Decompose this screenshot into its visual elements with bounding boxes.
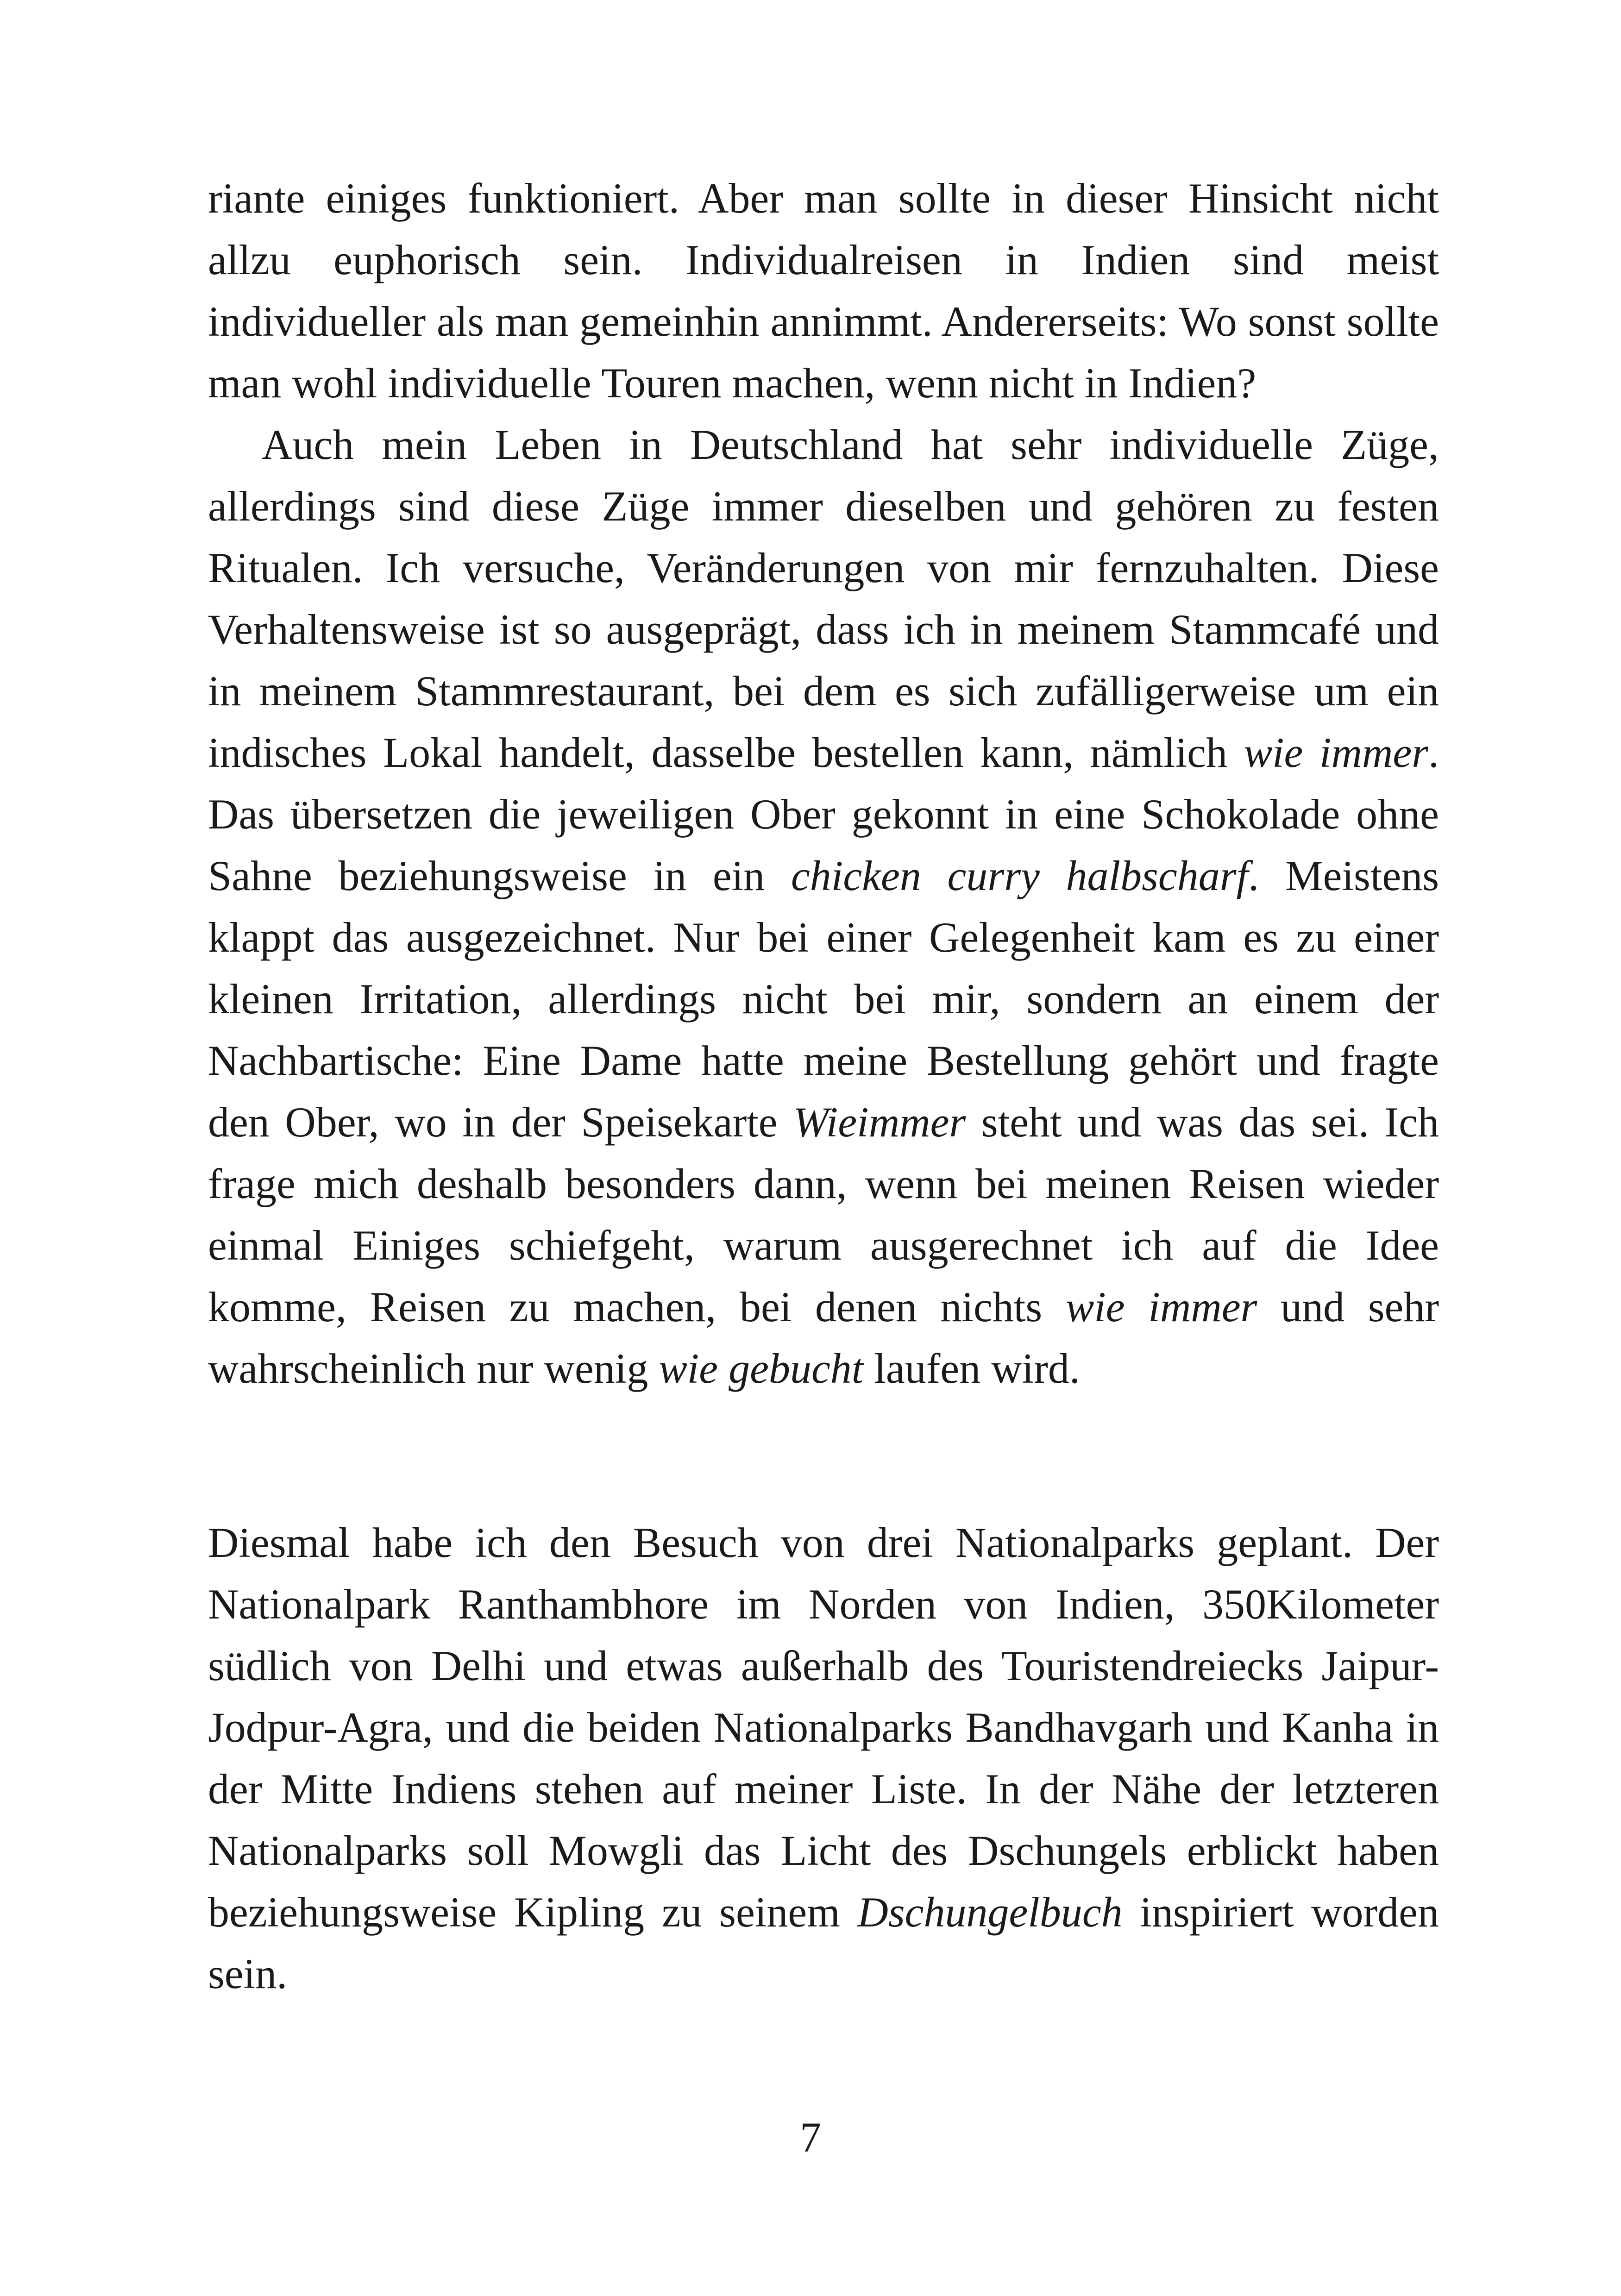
paragraph-3-text: inspiriert worden sein.	[208, 1888, 1439, 1997]
paragraph-2	[208, 414, 1439, 1399]
paragraph-2-text: steht und was das sei. Ich frage mich deshalb besonders dann, wenn bei meinen Reisen wieder einmal Einiges schiefgeht, warum ausgerechnet ich auf die Idee komme, Reisen zu machen, bei denen nichts	[208, 1098, 1439, 1330]
emphasis-wie-gebucht: wie gebucht	[659, 1345, 864, 1392]
paragraph-3-text: Diesmal habe ich den Besuch von drei Nationalparks geplant. Der Nationalpark Ranthambhore im Norden von Indien, 350Kilometer südlich von Delhi und etwas außerhalb des Touristendreiecks Jaipur-Jodpur-Agra, und die beiden Nationalparks Bandhavgarh und Kanha in der Mitte Indiens stehen auf meiner Liste. In der Nähe der letzteren Nationalparks soll Mowgli das Licht des Dschungels erblickt haben beziehungsweise Kipling zu seinem	[208, 1519, 1439, 1936]
paragraph-3	[208, 1512, 1439, 2005]
paragraph-2-text: laufen wird.	[863, 1345, 1080, 1392]
page-number: 7	[800, 2114, 821, 2161]
emphasis-dschungelbuch: Dschungelbuch	[857, 1888, 1123, 1936]
text-section-1	[208, 168, 1439, 1399]
paragraph-2-text: . Meistens klappt das ausgezeichnet. Nur bei einer Gelegenheit kam es zu einer kleinen Irritation, allerdings nicht bei mir, sondern an einem der Nachbartische: Eine Dame hatte meine Bestellung gehört und fragte den Ober, wo in der Speisekarte	[208, 852, 1439, 1146]
emphasis-chicken-curry: chicken curry halbscharf	[791, 852, 1249, 899]
paragraph-2-text: . Das übersetzen die jeweiligen Ober gekonnt in eine Schokolade ohne Sahne beziehungsweise in ein	[208, 729, 1439, 899]
emphasis-wieimmer: Wieimmer	[793, 1098, 966, 1146]
paragraph-2-text: Auch mein Leben in Deutschland hat sehr individuelle Züge, allerdings sind diese Züge immer dieselben und gehören zu festen Ritualen. Ich versuche, Veränderungen von mir fernzuhalten. Diese Verhaltensweise ist so ausgeprägt, dass ich in meinem Stammcafé und in meinem Stammrestaurant, bei dem es sich zufälligerweise um ein indisches Lokal handelt, dasselbe bestellen kann, nämlich	[208, 421, 1439, 776]
emphasis-wie-immer-2: wie immer	[1065, 1283, 1257, 1330]
paragraph-1: riante einiges funktioniert. Aber man sollte in dieser Hinsicht nicht allzu euphorisch sein. Individualreisen in Indien sind meist individueller als man gemeinhin annimmt. Andererseits: Wo sonst sollte man wohl individuelle Touren machen, wenn nicht in Indien?	[208, 175, 1439, 407]
text-section-2	[208, 1512, 1439, 2005]
paragraph-2-text: und sehr wahrscheinlich nur wenig	[208, 1283, 1439, 1392]
emphasis-wie-immer: wie immer	[1244, 729, 1428, 776]
